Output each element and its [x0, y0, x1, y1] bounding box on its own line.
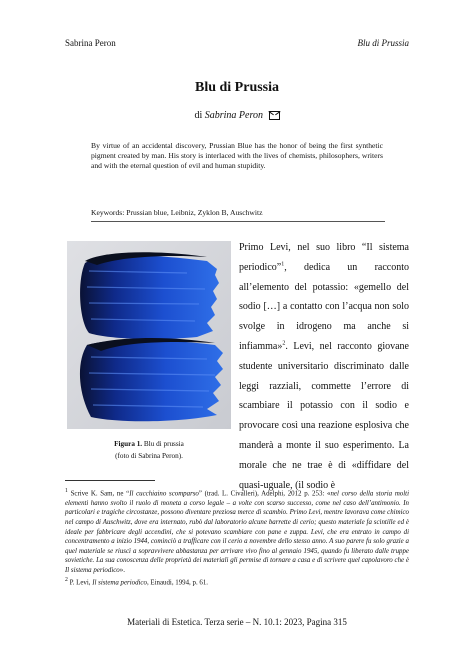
keywords: Keywords: Prussian blue, Leibniz, Zyklon B, Auschwitz: [91, 208, 263, 217]
footnote-1-end: ».: [119, 567, 125, 575]
footnote-2: [65, 576, 409, 588]
byline-prefix: di: [194, 110, 203, 121]
figure-label: Figura 1.: [114, 440, 143, 448]
envelope-icon[interactable]: [269, 111, 280, 120]
figure-credit: (foto di Sabrina Peron).: [115, 452, 183, 460]
page-footer: Materiali di Estetica. Terza serie – N. 10.1: 2023, Pagina 315: [127, 617, 347, 627]
body-text-3: . Levi, nel racconto giovane studente universitario discriminato dalle leggi razziali, commette l’errore di scambiare il potassio con il sodio e provocare così una reazione esplosiva che manderà a monte il suo esperimento. La morale che ne trae è di «diffidare del quasi-uguale, (il sodio è: [239, 340, 409, 491]
figure-prussian-blue-photo: [67, 241, 231, 429]
figure-caption-text: Blu di prussia: [143, 440, 184, 448]
footnote-2-marker: 2: [65, 576, 68, 583]
footnote-1-marker: 1: [65, 488, 68, 494]
footnote-1-book: Il cucchiaino scomparso: [129, 490, 199, 498]
footnote-1-quote: nel corso della storia molti elementi hanno svolto il ruolo di moneta a corso legale – a volte con scarso successo, come nel caso dell’antimonio. In particolari e tragiche circostanze, possono diventare preziosa merce di scambio. Primo Levi, mentre lavorava come chimico nel campo di Auschwitz, dove era internato, rubò dal laboratorio alcune barrette di cerio; questo materiale fa scintille ed è ideale per fabbricare degli accendini, che si potevano scambiare con pane e zuppa. Levi, che era entrato in campo di concentramento a inizio 1944, cominciò a trafficare con il cerio a novembre dello stesso anno. A suo parere fu solo grazie a quel materiale se riuscì a sopravvivere abbastanza per arrivare vivo fino al gennaio 1945, quando fu liberato dalle truppe sovietiche. La sua conoscenza delle proprietà dei materiali gli permise di tornare a casa e di scrivere quel capolavoro che è Il sistema periodico: [65, 490, 409, 575]
body-text-2: , dedica un racconto all’elemento del potassio: «gemello del sodio […] a contatto con l’acqua non solo svolge in idrogeno ma anche si infiamma»: [239, 261, 409, 352]
footnote-1: [65, 487, 409, 576]
footnote-divider: [65, 480, 155, 481]
running-header-title: Blu di Prussia: [357, 38, 409, 48]
abstract: By virtue of an accidental discovery, Prussian Blue has the honor of being the first synthetic pigment created by man. His story is interlaced with the lives of chemists, philosophers, writers and with the eternal question of evil and human stupidity.: [91, 141, 383, 170]
footnotes: [65, 487, 409, 588]
footnote-2-book: Il sistema periodico: [92, 578, 147, 586]
byline-author[interactable]: Sabrina Peron: [204, 110, 264, 121]
footnote-2-text-a: P. Levi,: [69, 578, 93, 586]
figure-caption: [67, 438, 231, 462]
section-divider: [91, 221, 385, 222]
footnote-ref-2[interactable]: 2: [282, 340, 286, 347]
body-paragraph: [239, 238, 409, 495]
footnote-2-text-b: , Einaudi, 1994, p. 61.: [146, 578, 209, 586]
body-text-1: Primo Levi, nel suo libro “Il sistema periodico”: [239, 242, 409, 273]
footnote-1-text-a: Scrive K. Sam, ne “: [70, 490, 130, 498]
footnote-ref-1[interactable]: 1: [281, 261, 285, 268]
running-header-author: Sabrina Peron: [65, 38, 116, 48]
footnote-1-text-b: ” (trad. L. Civalleri), Adelphi, 2012 p. 253: «: [198, 490, 331, 498]
article-title: Blu di Prussia: [194, 80, 280, 95]
byline: [0, 110, 474, 121]
